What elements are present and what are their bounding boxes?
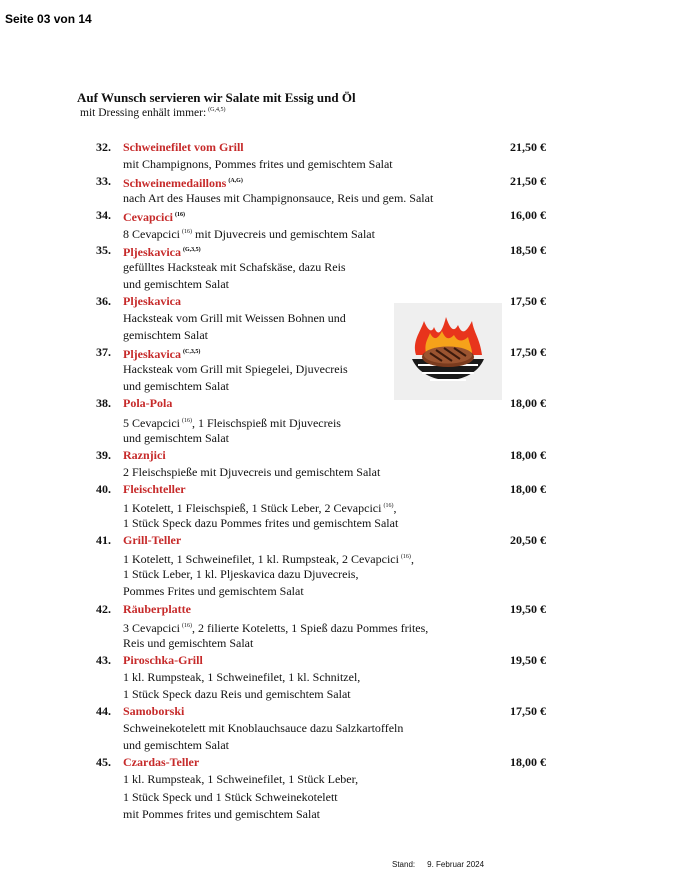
intro-dressing-text: mit Dressing enhält immer: (80, 107, 207, 119)
menu-item (0, 173, 678, 207)
item-name-text: Cevapcici (123, 210, 173, 225)
item-description (0, 635, 678, 652)
item-name-text: Fleischteller (123, 481, 186, 496)
item-description (0, 190, 678, 207)
item-description-text: 1 Kotelett, 1 Fleischspieß, 1 Stück Leber, 2 Cevapcici (123, 500, 382, 515)
grilled-steak-drawing (394, 303, 502, 400)
item-description-text: Hacksteak vom Grill mit Weissen Bohnen und (123, 310, 346, 325)
item-description (0, 583, 678, 600)
item-description (0, 789, 678, 806)
item-description-text: Reis und gemischtem Salat (123, 635, 254, 650)
item-description-text: 5 Cevapcici (123, 415, 180, 430)
item-description (0, 771, 678, 788)
item-description-text: 3 Cevapcici (123, 620, 180, 635)
item-description-text: gemischtem Salat (123, 328, 208, 343)
menu-item (0, 207, 678, 241)
item-description (0, 259, 678, 276)
item-description (0, 737, 678, 754)
item-description-allergens: (16) (181, 622, 192, 629)
item-number: 33. (96, 174, 111, 189)
item-description-allergens: (16) (400, 554, 411, 561)
item-number: 43. (96, 652, 111, 667)
item-name-text: Schweinefilet vom Grill (123, 140, 244, 154)
item-price: 17,50 € (510, 293, 546, 308)
menu-item (0, 447, 678, 481)
item-description (0, 515, 678, 532)
item-description (0, 806, 678, 823)
item-description-text: 1 Stück Speck und 1 Stück Schweinekotelett (123, 789, 338, 804)
item-description-text-cont: , (393, 500, 397, 515)
item-description (0, 566, 678, 583)
item-price: 17,50 € (510, 345, 546, 360)
footer-date: 9. Februar 2024 (427, 860, 485, 869)
item-number: 45. (96, 755, 111, 770)
menu-item (0, 344, 678, 395)
item-description-text: Pommes Frites und gemischtem Salat (123, 584, 304, 599)
item-price: 18,00 € (510, 396, 546, 411)
item-description (0, 669, 678, 686)
footer (392, 860, 484, 869)
item-description (0, 430, 678, 447)
grilled-steak-icon (394, 303, 502, 400)
item-number: 38. (96, 396, 111, 411)
item-price: 18,00 € (510, 755, 546, 770)
item-description-text: 1 Stück Speck dazu Pommes frites und gemischtem Salat (123, 516, 399, 531)
item-description (0, 498, 678, 515)
item-number: 42. (96, 601, 111, 616)
item-description (0, 378, 678, 395)
menu-item (0, 652, 678, 703)
intro-title: Auf Wunsch servieren wir Salate mit Essig und Öl (77, 90, 356, 105)
item-description-text: 2 Fleischspieße mit Djuvecreis und gemischtem Salat (123, 464, 381, 479)
item-name-text: Raznjici (123, 447, 166, 462)
item-description-text-cont: , 2 filierte Koteletts, 1 Spieß dazu Pommes frites, (191, 620, 429, 635)
item-description-text: 8 Cevapcici (123, 227, 180, 242)
item-description (0, 361, 678, 378)
item-description-text: mit Champignons, Pommes frites und gemischtem Salat (123, 157, 393, 172)
item-description (0, 156, 678, 173)
item-description (0, 224, 678, 241)
item-name-text: Pljeskavica (123, 347, 181, 362)
item-name-text: Schweinemedaillons (123, 176, 227, 191)
item-name-text: Grill-Teller (123, 533, 182, 548)
item-description (0, 310, 678, 327)
menu-item (0, 293, 678, 344)
item-description-text: 1 Kotelett, 1 Schweinefilet, 1 kl. Rumpsteak, 2 Cevapcici (123, 552, 399, 567)
item-description (0, 413, 678, 430)
item-description-text: 1 kl. Rumpsteak, 1 Schweinefilet, 1 Stück Leber, (123, 772, 359, 787)
item-number: 37. (96, 345, 111, 360)
item-name-text: Piroschka-Grill (123, 652, 203, 667)
item-allergens: (G,3,5) (183, 246, 201, 253)
item-description-text-cont: , 1 Fleischspieß mit Djuvecreis (191, 415, 341, 430)
page-header: Seite 03 von 14 (5, 12, 92, 26)
intro-dressing-note (80, 107, 226, 119)
item-description (0, 549, 678, 566)
menu-item (0, 601, 678, 652)
footer-label: Stand: (392, 860, 416, 869)
item-allergens: (A,G) (228, 178, 243, 185)
item-number: 36. (96, 293, 111, 308)
item-description-text: nach Art des Hauses mit Champignonsauce, Reis und gem. Salat (123, 191, 434, 206)
item-price: 21,50 € (510, 140, 546, 154)
intro-dressing-allergens: (G,4,5) (208, 107, 226, 113)
item-description (0, 327, 678, 344)
item-description-text: 1 kl. Rumpsteak, 1 Schweinefilet, 1 kl. Schnitzel, (123, 669, 361, 684)
item-description-text: 1 Stück Leber, 1 kl. Pljeskavica dazu Djuvecreis, (123, 567, 359, 582)
item-description-allergens: (16) (181, 229, 192, 236)
item-name-text: Samoborski (123, 704, 185, 719)
menu-item (0, 242, 678, 293)
item-description-text: und gemischtem Salat (123, 738, 229, 753)
item-description (0, 618, 678, 635)
item-name-text: Räuberplatte (123, 601, 191, 616)
item-number: 35. (96, 242, 111, 257)
item-price: 19,50 € (510, 601, 546, 616)
item-name-text: Pljeskavica (123, 244, 181, 259)
item-price: 21,50 € (510, 174, 546, 189)
item-price: 18,00 € (510, 447, 546, 462)
item-description (0, 686, 678, 703)
menu-list (0, 139, 678, 823)
menu-item (0, 481, 678, 532)
item-description (0, 276, 678, 293)
item-description-text: und gemischtem Salat (123, 276, 229, 291)
item-name-text: Pljeskavica (123, 293, 181, 308)
item-number: 41. (96, 533, 111, 548)
item-allergens: (C,3,5) (183, 349, 201, 356)
item-number: 44. (96, 704, 111, 719)
item-description-text: und gemischtem Salat (123, 430, 229, 445)
item-description-text: mit Pommes frites und gemischtem Salat (123, 806, 320, 821)
item-name-text: Pola-Pola (123, 396, 173, 411)
item-description-text: gefülltes Hacksteak mit Schafskäse, dazu Reis (123, 259, 346, 274)
item-number: 32. (96, 140, 111, 154)
item-description-text-cont: , (410, 552, 414, 567)
item-price: 18,50 € (510, 242, 546, 257)
item-name-text: Czardas-Teller (123, 755, 200, 770)
item-price: 19,50 € (510, 652, 546, 667)
item-description (0, 464, 678, 481)
item-allergens: (16) (175, 212, 185, 219)
item-description-allergens: (16) (181, 417, 192, 424)
item-number: 40. (96, 481, 111, 496)
item-price: 16,00 € (510, 208, 546, 223)
item-description-allergens: (16) (383, 502, 394, 509)
item-number: 34. (96, 208, 111, 223)
item-number: 39. (96, 447, 111, 462)
item-description (0, 720, 678, 737)
menu-item (0, 754, 678, 822)
item-price: 20,50 € (510, 533, 546, 548)
item-price: 17,50 € (510, 704, 546, 719)
item-description-text: 1 Stück Speck dazu Reis und gemischtem Salat (123, 687, 351, 701)
menu-item (0, 532, 678, 600)
item-description-text: Hacksteak vom Grill mit Spiegelei, Djuvecreis (123, 362, 348, 377)
menu-item (0, 139, 678, 173)
menu-item (0, 703, 678, 754)
menu-item (0, 395, 678, 446)
item-description-text: und gemischtem Salat (123, 379, 229, 394)
item-price: 18,00 € (510, 481, 546, 496)
item-description-text-cont: mit Djuvecreis und gemischtem Salat (191, 227, 375, 242)
item-description-text: Schweinekotelett mit Knoblauchsauce dazu Salzkartoffeln (123, 721, 404, 736)
